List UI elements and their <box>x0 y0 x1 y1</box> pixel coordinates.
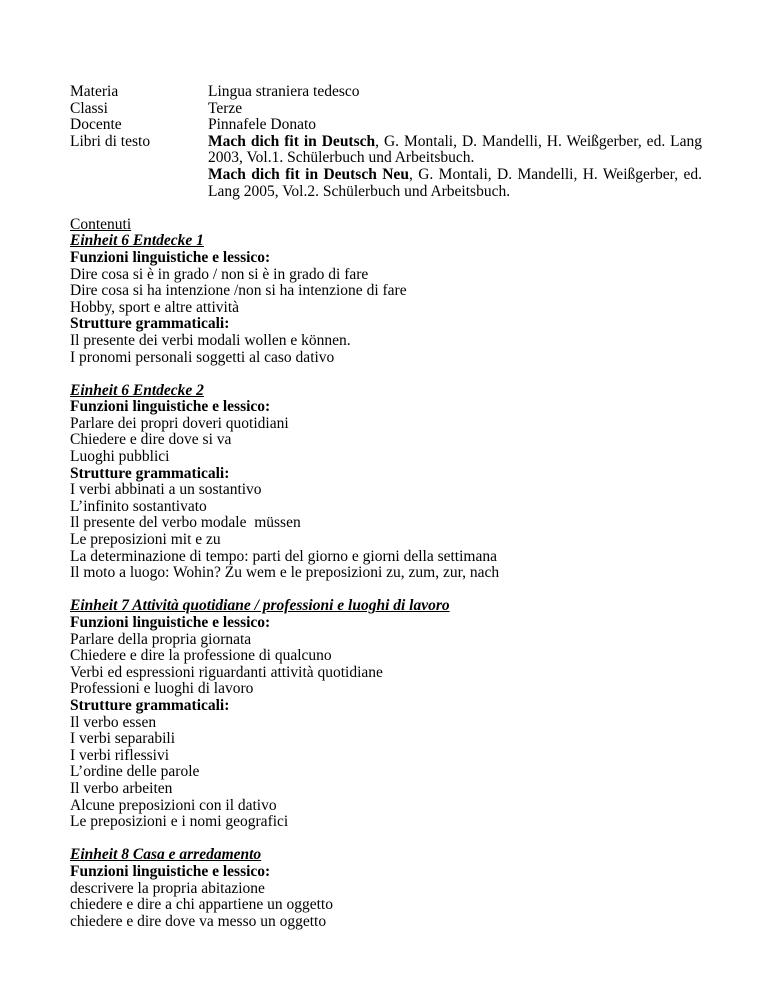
unit-line: Le preposizioni e i nomi geografici <box>70 813 289 831</box>
unit-subheading: Strutture grammaticali: <box>70 315 230 333</box>
header-label: Libri di testo <box>70 132 151 150</box>
header-value: Lingua straniera tedesco <box>208 83 360 100</box>
unit-line: Il moto a luogo: Wohin? Zu wem e le preposizioni zu, zum, zur, nach <box>70 564 500 582</box>
header-info <box>70 84 702 200</box>
unit-line: chiedere e dire a chi appartiene un oggetto <box>70 896 333 914</box>
unit-subheading: Funzioni linguistiche e lessico: <box>70 614 271 631</box>
header-row-docente <box>70 117 702 134</box>
unit-heading: Einheit 6 Entdecke 2 <box>70 381 204 399</box>
unit-line: L’ordine delle parole <box>70 763 200 781</box>
unit-line: La determinazione di tempo: parti del giorno e giorni della settimana <box>70 547 497 565</box>
unit-line: Luoghi pubblici <box>70 448 170 466</box>
unit-heading: Einheit 7 Attività quotidiane / professioni e luoghi di lavoro <box>70 597 450 615</box>
unit-line: Il presente dei verbi modali wollen e können. <box>70 331 351 349</box>
unit-line: Il verbo essen <box>70 713 157 731</box>
book-entry <box>208 134 702 167</box>
unit-line: chiedere e dire dove va messo un oggetto <box>70 912 327 930</box>
unit-line: Le preposizioni mit e zu <box>70 531 221 549</box>
book-title: Mach dich fit in Deutsch Neu <box>208 165 409 183</box>
header-value: Terze <box>208 99 243 117</box>
unit-line: Il presente del verbo modale müssen <box>70 514 301 532</box>
sections-container <box>70 233 702 930</box>
unit-line: Chiedere e dire la professione di qualcuno <box>70 647 332 665</box>
header-label: Classi <box>70 99 108 117</box>
unit-section <box>70 598 702 830</box>
unit-section <box>70 847 702 930</box>
unit-section <box>70 383 702 582</box>
unit-subheading: Funzioni linguistiche e lessico: <box>70 398 271 416</box>
book-title: Mach dich fit in Deutsch <box>208 132 376 150</box>
unit-subheading: Strutture grammaticali: <box>70 696 230 714</box>
book-entry <box>208 167 702 200</box>
book-details: , G. Montali, D. Mandelli, H. Weißgerber, ed. Lang 2005, Vol.2. Schülerbuch und Arbeitsbuch. <box>208 165 702 200</box>
book-list <box>208 134 702 200</box>
unit-section <box>70 233 702 366</box>
header-row-classi <box>70 101 702 118</box>
header-label: Materia <box>70 83 119 100</box>
unit-line: I verbi abbinati a un sostantivo <box>70 481 262 499</box>
unit-line: descrivere la propria abitazione <box>70 879 265 897</box>
unit-line: Hobby, sport e altre attività <box>70 298 240 316</box>
book-details: , G. Montali, D. Mandelli, H. Weißgerber, ed. Lang 2003, Vol.1. Schülerbuch und Arbeitsbuch. <box>208 132 703 167</box>
unit-line: Dire cosa si è in grado / non si è in grado di fare <box>70 265 369 283</box>
unit-line: I pronomi personali soggetti al caso dativo <box>70 348 335 366</box>
header-row-libri <box>70 134 702 200</box>
unit-line: Alcune preposizioni con il dativo <box>70 796 277 814</box>
unit-subheading: Strutture grammaticali: <box>70 464 230 482</box>
unit-line: Verbi ed espressioni riguardanti attività quotidiane <box>70 663 383 681</box>
header-row-materia <box>70 84 702 101</box>
unit-subheading: Funzioni linguistiche e lessico: <box>70 248 271 266</box>
header-value: Pinnafele Donato <box>208 116 317 134</box>
unit-line: L’infinito sostantivato <box>70 497 207 515</box>
unit-line: Parlare della propria giornata <box>70 630 252 648</box>
unit-line: Parlare dei propri doveri quotidiani <box>70 414 289 432</box>
unit-line: I verbi separabili <box>70 730 176 748</box>
unit-subheading: Funzioni linguistiche e lessico: <box>70 862 271 880</box>
unit-line: Professioni e luoghi di lavoro <box>70 680 254 698</box>
unit-heading: Einheit 6 Entdecke 1 <box>70 232 204 250</box>
unit-line: I verbi riflessivi <box>70 746 170 764</box>
unit-line: Dire cosa si ha intenzione /non si ha intenzione di fare <box>70 282 407 300</box>
contents-heading: Contenuti <box>70 215 132 233</box>
unit-heading: Einheit 8 Casa e arredamento <box>70 846 262 864</box>
unit-line: Il verbo arbeiten <box>70 779 173 797</box>
header-label: Docente <box>70 116 122 134</box>
unit-line: Chiedere e dire dove si va <box>70 431 232 449</box>
